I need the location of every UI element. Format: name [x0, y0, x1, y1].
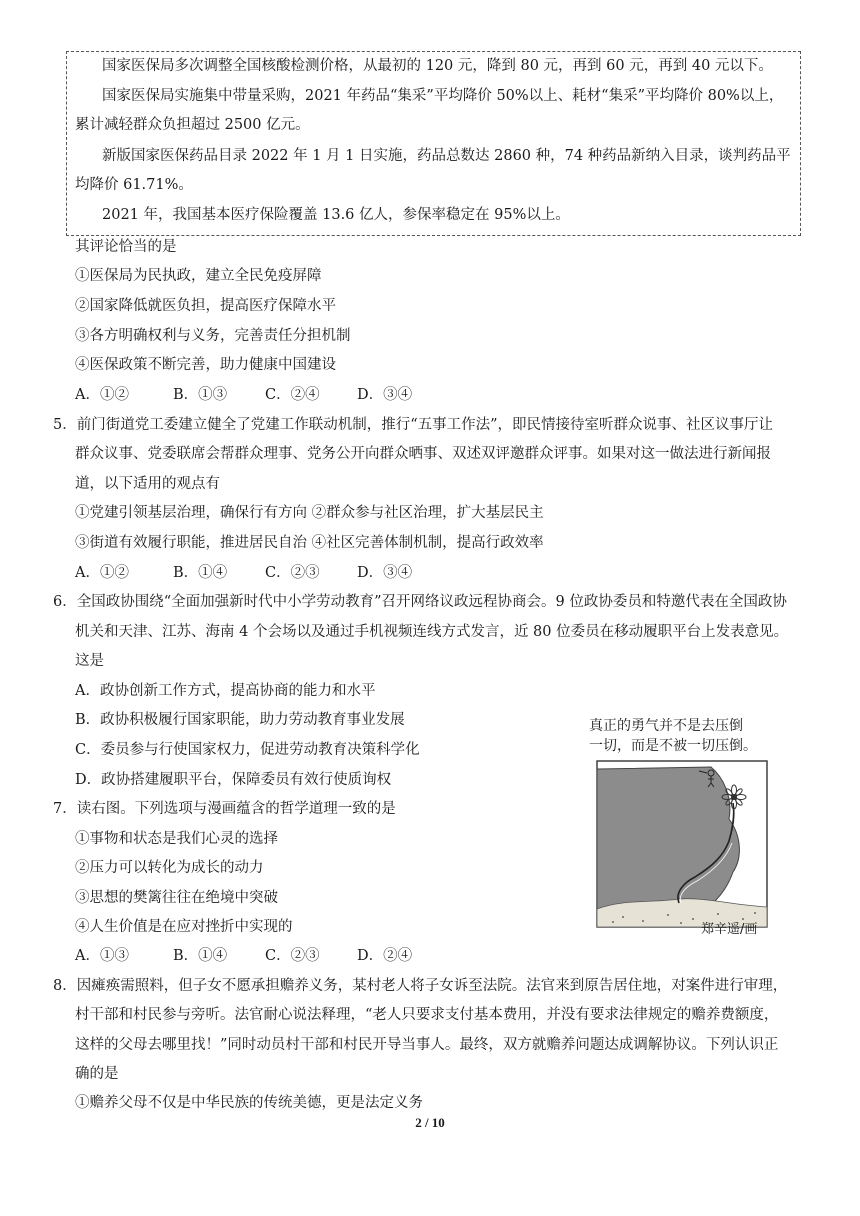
q4-statement-3: ③各方明确权利与义务，完善责任分担机制 — [75, 328, 351, 344]
cartoon-author: 郑辛遥/画 — [701, 922, 758, 937]
material-line-5: 均降价 61.71%。 — [75, 177, 193, 193]
cartoon-caption-line-2: 一切，而是不被一切压倒。 — [589, 738, 757, 754]
q8-line-1: 8．因瘫痪需照料，但子女不愿承担赡养义务，某村老人将子女诉至法院。法官来到原告居住地，对案件进行审理， — [53, 978, 788, 994]
material-line-1: 国家医保局多次调整全国核酸检测价格，从最初的 120 元，降到 80 元，再到 60 元，再到 40 元以下。 — [102, 58, 773, 74]
q7-option-d: D．②④ — [357, 948, 413, 964]
page-number: 2 / 10 — [415, 1115, 445, 1130]
q5-option-b: B．①④ — [173, 565, 228, 581]
q4-option-d: D．③④ — [357, 387, 413, 403]
q7-option-c: C．②③ — [265, 948, 320, 964]
q4-statement-2: ②国家降低就医负担，提高医疗保障水平 — [75, 298, 336, 314]
q4-statement-1: ①医保局为民执政，建立全民免疫屏障 — [75, 268, 322, 284]
q6-choice-d: D．政协搭建履职平台，保障委员有效行使质询权 — [75, 772, 392, 788]
cartoon-illustration — [583, 707, 783, 945]
q4-statement-4: ④医保政策不断完善，助力健康中国建设 — [75, 357, 336, 373]
q8-line-3: 这样的父母去哪里找！”同时动员村干部和村民开导当事人。最终，双方就赡养问题达成调解协议。下列认识正 — [75, 1037, 779, 1053]
q5-statements-2: ③街道有效履行职能，推进居民自治 ④社区完善体制机制，提高行政效率 — [75, 535, 544, 551]
q5-line-1: 5．前门街道党工委建立健全了党建工作联动机制，推行“五事工作法”，即民情接待室听群众说事、社区议事厅让 — [53, 417, 774, 433]
q5-option-c: C．②③ — [265, 565, 320, 581]
q7-statement-4: ④人生价值是在应对挫折中实现的 — [75, 919, 293, 935]
material-line-3: 累计减轻群众负担超过 2500 亿元。 — [75, 117, 310, 133]
cartoon-caption-line-1: 真正的勇气并不是去压倒 — [589, 718, 743, 734]
material-line-2: 国家医保局实施集中带量采购，2021 年药品“集采”平均降价 50%以上、耗材“集采”平均降价 80%以上， — [102, 88, 784, 104]
q8-line-2: 村干部和村民参与旁听。法官耐心说法释理，“老人只要求支付基本费用，并没有要求法律规定的赡养费额度， — [75, 1007, 779, 1023]
q6-line-1: 6．全国政协围绕“全面加强新时代中小学劳动教育”召开网络议政远程协商会。9 位政协委员和特邀代表在全国政协 — [53, 594, 787, 610]
q6-choice-b: B．政协积极履行国家职能，助力劳动教育事业发展 — [75, 712, 405, 728]
q6-line-2: 机关和天津、江苏、海南 4 个会场以及通过手机视频连线方式发言，近 80 位委员在移动履职平台上发表意见。 — [75, 624, 789, 640]
q5-line-2: 群众议事、党委联席会帮群众理事、党务公开向群众晒事、双述双评邀群众评事。如果对这一做法进行新闻报 — [75, 446, 771, 462]
q6-choice-a: A．政协创新工作方式，提高协商的能力和水平 — [75, 683, 376, 699]
q8-line-4: 确的是 — [75, 1066, 119, 1082]
q4-option-a: A．①② — [75, 387, 129, 403]
q5-option-d: D．③④ — [357, 565, 413, 581]
q6-choice-c: C．委员参与行使国家权力，促进劳动教育决策科学化 — [75, 742, 420, 758]
q6-line-3: 这是 — [75, 653, 104, 669]
q5-statements-1: ①党建引领基层治理，确保行有方向 ②群众参与社区治理，扩大基层民主 — [75, 505, 544, 521]
q4-option-b: B．①③ — [173, 387, 228, 403]
cartoon-drawing — [583, 707, 783, 945]
q5-line-3: 道，以下适用的观点有 — [75, 476, 220, 492]
q7-option-b: B．①④ — [173, 948, 228, 964]
q7-option-a: A．①③ — [75, 948, 129, 964]
q7-statement-2: ②压力可以转化为成长的动力 — [75, 860, 264, 876]
q8-statement-1: ①赡养父母不仅是中华民族的传统美德，更是法定义务 — [75, 1095, 423, 1111]
material-line-6: 2021 年，我国基本医疗保险覆盖 13.6 亿人，参保率稳定在 95%以上。 — [102, 207, 570, 223]
q7-statement-3: ③思想的樊篱往往在绝境中突破 — [75, 890, 278, 906]
material-line-4: 新版国家医保药品目录 2022 年 1 月 1 日实施，药品总数达 2860 种，74 种药品新纳入目录，谈判药品平 — [102, 148, 791, 164]
q4-stem: 其评论恰当的是 — [75, 239, 177, 255]
q7-statement-1: ①事物和状态是我们心灵的选择 — [75, 831, 278, 847]
q7-stem: 7．读右图。下列选项与漫画蕴含的哲学道理一致的是 — [53, 801, 396, 817]
q5-option-a: A．①② — [75, 565, 129, 581]
q4-option-c: C．②④ — [265, 387, 320, 403]
